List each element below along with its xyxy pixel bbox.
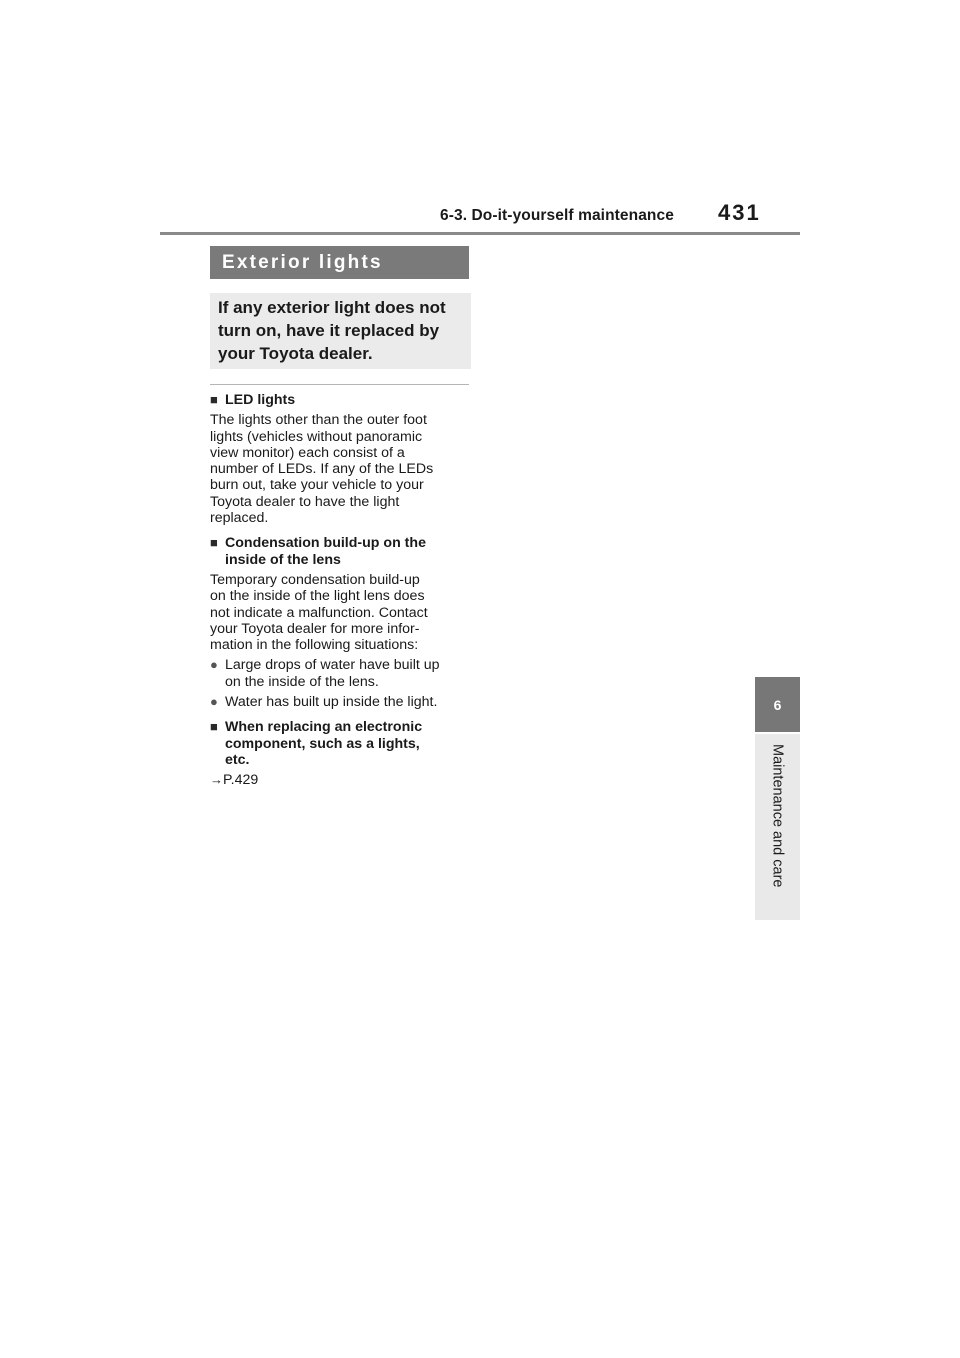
text-line: Temporary condensation build-up: [210, 571, 420, 588]
text-line: lights (vehicles without panoramic: [210, 428, 423, 445]
condensation-heading: [210, 535, 472, 568]
header-section-title: 6-3. Do-it-yourself maintenance: [440, 207, 674, 224]
text-line: on the inside of the light lens does: [210, 588, 425, 605]
side-tab-label: [755, 734, 800, 920]
bullet-item: [210, 657, 472, 690]
led-heading: [210, 392, 472, 408]
replacing-heading-text: etc.: [225, 751, 250, 768]
arrow-right-icon: →: [210, 772, 223, 788]
square-bullet-icon: ■: [210, 719, 218, 735]
round-bullet-icon: ●: [210, 657, 218, 673]
divider: [210, 384, 469, 385]
square-bullet-icon: ■: [210, 392, 218, 407]
intro-line: your Toyota dealer.: [218, 344, 373, 363]
text-line: view monitor) each consist of a: [210, 444, 405, 461]
condensation-heading-text: Condensation build-up on the: [225, 535, 426, 552]
text-line: not indicate a malfunction. Contact: [210, 604, 428, 621]
bullet-text: on the inside of the lens.: [225, 673, 379, 690]
text-line: your Toyota dealer for more infor-: [210, 620, 420, 637]
led-paragraph: [210, 412, 472, 526]
page-reference-text: P.429: [223, 772, 259, 789]
replacing-heading-text: When replacing an electronic: [225, 719, 423, 736]
condensation-paragraph: [210, 572, 472, 653]
text-line: replaced.: [210, 510, 269, 527]
text-line: burn out, take your vehicle to your: [210, 477, 424, 494]
intro-line: If any exterior light does not: [218, 298, 446, 317]
condensation-heading-text: inside of the lens: [225, 551, 341, 568]
intro-box: [210, 293, 471, 369]
led-heading-text: LED lights: [225, 392, 296, 408]
replacing-heading-text: component, such as a lights,: [225, 735, 420, 752]
section-title: Exterior lights: [210, 246, 469, 279]
round-bullet-icon: ●: [210, 694, 218, 710]
intro-line: turn on, have it replaced by: [218, 321, 440, 340]
square-bullet-icon: ■: [210, 535, 218, 551]
header-rule: [160, 232, 800, 235]
text-line: mation in the following situations:: [210, 637, 419, 654]
side-tab-number: 6: [755, 677, 800, 732]
content: [210, 390, 472, 789]
page-number: 431: [718, 200, 761, 225]
text-line: Toyota dealer to have the light: [210, 493, 400, 510]
side-tab-label-text: Maintenance and care: [769, 744, 786, 888]
bullet-text: Large drops of water have built up: [225, 657, 440, 674]
replacing-heading: [210, 719, 472, 768]
text-line: The lights other than the outer foot: [210, 412, 427, 429]
text-line: number of LEDs. If any of the LEDs: [210, 461, 434, 478]
page-reference[interactable]: [210, 772, 472, 788]
bullet-text: Water has built up inside the light.: [225, 694, 438, 711]
bullet-item: [210, 694, 472, 710]
